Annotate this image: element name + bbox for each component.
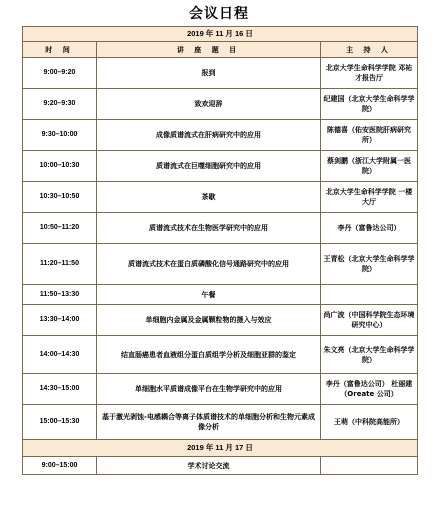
time-cell: 10:50–11:20 [23, 213, 97, 244]
table-row [23, 285, 418, 305]
topic-cell: 致欢迎辞 [97, 89, 321, 120]
host-cell: 尚广波（中国科学院生态环境研究中心） [321, 305, 418, 336]
time-cell: 11:20–11:50 [23, 244, 97, 285]
day-label: 2019 年 11 月 17 日 [23, 440, 418, 457]
column-header-row [23, 42, 418, 58]
page-title: 会议日程 [189, 6, 249, 22]
topic-cell: 质谱流式在巨噬细胞研究中的应用 [97, 151, 321, 182]
column-header-host: 主 持 人 [321, 42, 418, 58]
time-cell: 10:00–10:30 [23, 151, 97, 182]
host-cell: 陈德喜（佑安医院肝病研究所） [321, 120, 418, 151]
time-cell: 11:50–13:30 [23, 285, 97, 305]
table-row [23, 374, 418, 405]
time-cell: 13:30–14:00 [23, 305, 97, 336]
table-row [23, 213, 418, 244]
host-cell: 北京大学生命科学学院 一楼大厅 [321, 182, 418, 213]
host-cell: 蔡剑鹏（浙江大学附属一医院） [321, 151, 418, 182]
table-row [23, 89, 418, 120]
host-cell: 北京大学生命科学学院 邓祐才报告厅 [321, 58, 418, 89]
column-header-topic: 讲 座 题 目 [97, 42, 321, 58]
host-cell: 朱文亮（北京大学生命科学学院） [321, 336, 418, 374]
time-cell: 15:00–15:30 [23, 405, 97, 440]
time-cell: 10:30–10:50 [23, 182, 97, 213]
time-cell: 9:20–9:30 [23, 89, 97, 120]
host-cell: 王萌（中科院高能所） [321, 405, 418, 440]
topic-cell: 结直肠癌患者血液组分蛋白质组学分析及细胞亚群的鉴定 [97, 336, 321, 374]
table-row [23, 405, 418, 440]
table-row [23, 182, 418, 213]
topic-cell: 茶歇 [97, 182, 321, 213]
table-row [23, 151, 418, 182]
host-cell: 纪建国（北京大学生命科学学院） [321, 89, 418, 120]
time-cell: 14:30–15:00 [23, 374, 97, 405]
table-row [23, 305, 418, 336]
table-row [23, 120, 418, 151]
day-header-row [23, 27, 418, 42]
agenda-table [22, 26, 418, 475]
day-header-row [23, 440, 418, 457]
topic-cell: 成像质谱流式在肝病研究中的应用 [97, 120, 321, 151]
table-row [23, 244, 418, 285]
topic-cell: 午餐 [97, 285, 321, 305]
day-label: 2019 年 11 月 16 日 [23, 27, 418, 42]
host-cell: 李丹（富鲁达公司） 杜丽建（Oreate 公司） [321, 374, 418, 405]
topic-cell: 学术讨论交流 [97, 457, 321, 475]
column-header-time: 时 间 [23, 42, 97, 58]
topic-cell: 报到 [97, 58, 321, 89]
host-cell: 王青松（北京大学生命科学学院） [321, 244, 418, 285]
table-row [23, 336, 418, 374]
time-cell: 9:00–15:00 [23, 457, 97, 475]
table-row [23, 457, 418, 475]
time-cell: 9:30–10:00 [23, 120, 97, 151]
host-cell [321, 457, 418, 475]
topic-cell: 单细胞水平质谱成像平台在生物学研究中的应用 [97, 374, 321, 405]
topic-cell: 质谱流式技术在生物医学研究中的应用 [97, 213, 321, 244]
table-row [23, 58, 418, 89]
host-cell [321, 285, 418, 305]
topic-cell: 基于激光剥蚀-电感耦合等离子体质谱技术的单细胞分析和生物元素成像分析 [97, 405, 321, 440]
topic-cell: 质谱流式技术在蛋白质磷酸化信号通路研究中的应用 [97, 244, 321, 285]
time-cell: 9:00–9:20 [23, 58, 97, 89]
time-cell: 14:00–14:30 [23, 336, 97, 374]
host-cell: 李丹（富鲁达公司） [321, 213, 418, 244]
topic-cell: 单细胞内金属及金属颗粒物的摄入与效应 [97, 305, 321, 336]
